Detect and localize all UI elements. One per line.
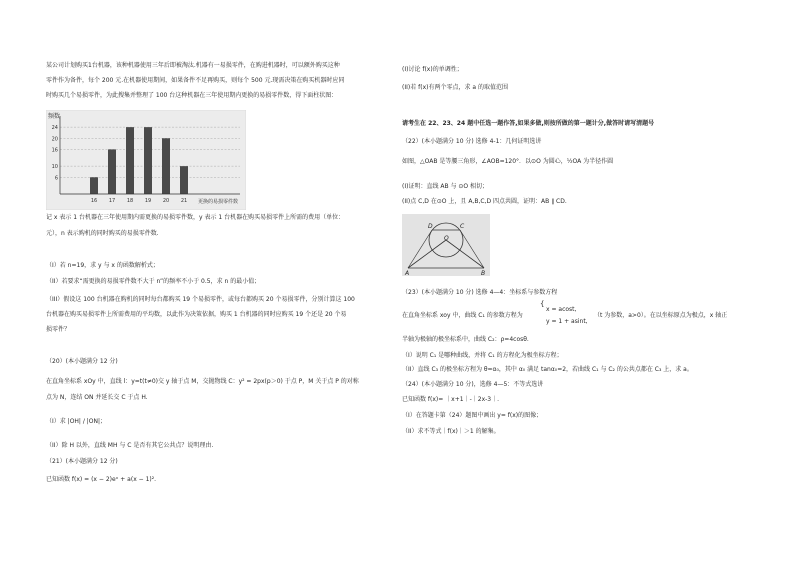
q23-part-2: （II）直线 C₃ 的极坐标方程为 θ=α₀，其中 α₀ 满足 tanα₀=2，若曲线 C₁ 与 C₂ 的公共点都在 C₃ 上，求 a。	[402, 366, 693, 373]
q24-part-2: （II）求不等式｜f(x)｜＞1 的解集。	[402, 428, 500, 435]
x-axis-label: 更换的易损零件数	[198, 199, 239, 205]
q24-part-1: （I）在答题卡第（24）题图中画出 y= f(x)的图像；	[402, 412, 543, 419]
label-c: C	[460, 223, 465, 230]
label-b: B	[481, 270, 486, 276]
after-chart-line-2: 元），n 表示购机的同时购买的易损零件数.	[46, 230, 159, 237]
q19-part-1: （I）若 n=19，求 y 与 x 的函数解析式；	[46, 262, 159, 269]
bar-21	[180, 166, 188, 194]
q23-param-y: y = 1 + asint,	[546, 318, 588, 325]
x-tick-label: 17	[108, 198, 116, 204]
q20-stem-2: 点为 N，连结 ON 并延长交 C 于点 H.	[46, 394, 148, 401]
q20-part-2: （II）除 H 以外，直线 MH 与 C 是否有其它公共点？说明理由.	[46, 442, 214, 449]
intro-line-1: 某公司计划购买1台机器，该种机器使用三年后即被淘汰.机器有一易损零件，在购进机器时，可以额外购买这种	[46, 62, 340, 69]
elective-instruction: 请考生在 22、23、24 题中任选一题作答,如果多做,则按所做的第一题计分,做答时请写清题号	[402, 120, 655, 127]
label-a: A	[405, 270, 410, 276]
q19-part-3-line-3: 损零件？	[46, 326, 71, 333]
y-tick-label: 24	[51, 125, 58, 132]
geometry-figure	[402, 214, 490, 276]
q20-stem-1: 在直角坐标系 xOy 中，直线 l：y=t(t≠0)交 y 轴于点 M，交抛物线 C：y² = 2px(p＞0) 于点 P，M 关于点 P 的对称	[46, 378, 359, 385]
q22-part-1: (I)证明：直线 AB 与 ⊙O 相切；	[402, 183, 489, 190]
q23-param-x: x = acost,	[546, 306, 577, 313]
intro-line-3: 时购买几个易损零件，为此搜集并整理了 100 台这种机器在三年使用期内更换的易损零件数，得下面柱状图：	[46, 92, 338, 99]
q22-stem: 如图，△OAB 是等腰三角形，∠AOB=120°．以⊙O 为圆心，½OA 为半径作圆	[402, 158, 614, 165]
q23-part-1: （I）说明 C₁ 是哪种曲线，并将 C₁ 的方程化为极坐标方程；	[402, 352, 563, 359]
q23-header: （23）(本小题满分 10 分) 选修 4—4：坐标系与参数方程	[402, 289, 558, 296]
q19-part-3-line-1: （III）假设这 100 台机器在购机的同时每台都购买 19 个易损零件，或每台都购买 20 个易损零件，分别计算这 100	[46, 296, 355, 303]
q19-part-3-line-2: 台机器在购买易损零件上所需费用的平均数，以此作为决策依据，购买 1 台机器的同时应购买 19 个还是 20 个易	[46, 311, 347, 318]
label-d: D	[428, 223, 433, 230]
q22-header: （22）(本小题满分 10 分) 选修 4-1：几何证明选讲	[402, 138, 542, 145]
y-tick-label: 20	[51, 136, 58, 143]
y-tick-label: 16	[51, 147, 58, 154]
y-tick-label: 6	[54, 175, 58, 182]
bar-18	[126, 127, 134, 194]
q23-stem-2: 半轴为极轴的极坐标系中，曲线 C₂：ρ=4cosθ.	[402, 336, 529, 343]
x-tick-label: 20	[162, 198, 170, 204]
x-tick-label: 18	[126, 198, 134, 204]
q20-header: （20）(本小题满分 12 分)	[46, 358, 118, 365]
q21-part-1: (I)讨论 f(x)的单调性；	[402, 66, 463, 73]
bar-19	[144, 127, 152, 194]
q22-part-2: (II)点 C,D 在⊙O 上，且 A,B,C,D 四点共圆，证明：AB ∥ CD.	[402, 198, 567, 205]
q23-stem-end: （t 为参数，a>0）。在以坐标原点为极点，x 轴正	[594, 312, 728, 319]
q23-brace: {	[540, 300, 545, 308]
bar-chart	[46, 110, 246, 210]
x-tick-label: 21	[180, 198, 188, 204]
x-tick-label: 16	[90, 198, 98, 204]
x-tick-label: 19	[144, 198, 152, 204]
y-axis-label: 频数	[48, 113, 61, 120]
q20-part-1: （I）求 |OH| / |ON|；	[46, 418, 107, 425]
q21-header: （21）(本小题满分 12 分)	[46, 458, 118, 465]
label-o: O	[444, 235, 449, 242]
q21-function: 已知函数 f(x) = (x − 2)eˣ + a(x − 1)².	[46, 476, 157, 483]
after-chart-line-1: 记 x 表示 1 台机器在三年使用期内需更换的易损零件数，y 表示 1 台机器在购买易损零件上所需的费用（单位：	[46, 214, 345, 221]
q19-part-2: （II）若要求“需更换的易损零件数不大于 n”的频率不小于 0.5，求 n 的最小值；	[46, 278, 261, 285]
intro-line-2: 零件作为备件，每个 200 元.在机器使用期间，如果备件不足再购买，则每个 500 元.现需决策在购买机器时应同	[46, 77, 345, 84]
q23-stem-start: 在直角坐标系 xoy 中，曲线 C₁ 的参数方程为	[402, 312, 523, 319]
bar-16	[90, 177, 98, 194]
q24-header: （24）(本小题满分 10 分)，选修 4—5：不等式选讲	[402, 381, 544, 388]
y-tick-label: 10	[51, 164, 58, 171]
bar-17	[108, 149, 116, 194]
q24-function: 已知函数 f(x)= ｜x+1｜-｜2x-3｜.	[402, 396, 500, 403]
q21-part-2: (II)若 f(x)有两个零点，求 a 的取值范围	[402, 84, 508, 91]
bar-20	[162, 138, 170, 194]
